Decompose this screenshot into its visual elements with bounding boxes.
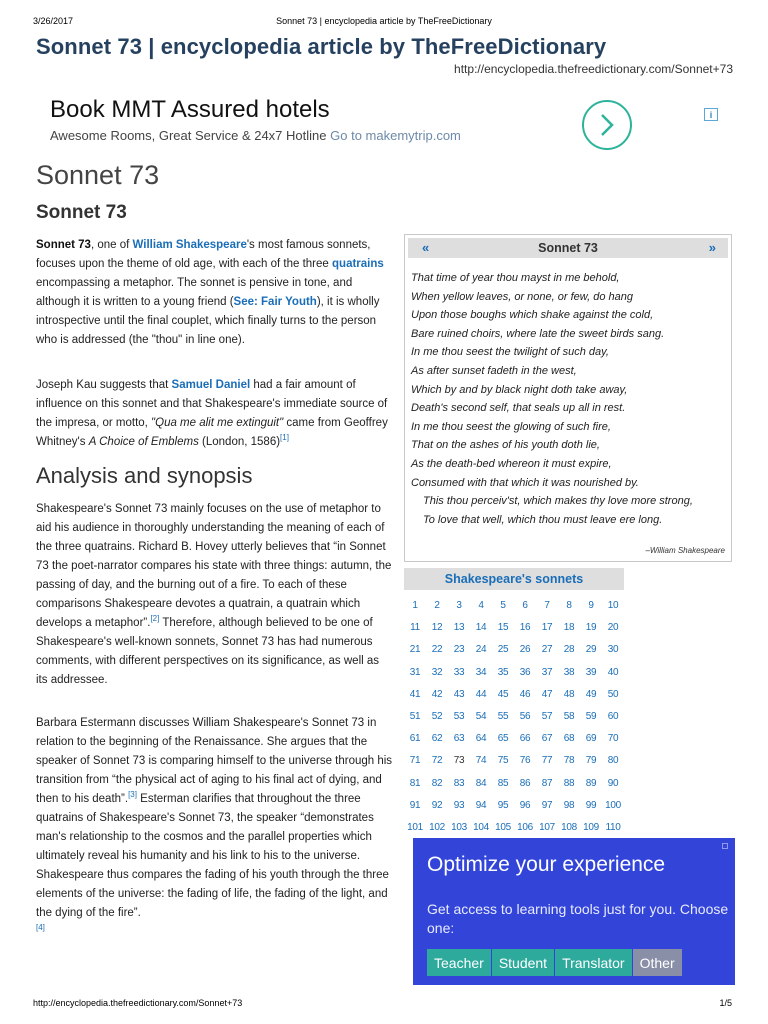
hovey-text-1: Shakespeare's Sonnet 73 mainly focuses on the use of metaphor to aid his audience in thoroughly understanding the meaning of each of the three quatrains. Richard B. Hovey utterly believes that “in Sonnet 73 the poet-narrator compares his state with three things: autumn, the passing of day, and the burning out of a fire. To each of these comparisons Shakespeare devotes a quatrain, a quatrain which develops a metaphor”. xyxy=(36,503,392,629)
sonnet-number-link[interactable]: 57 xyxy=(541,710,553,722)
poem-line: When yellow leaves, or none, or few, do hang xyxy=(411,290,633,303)
sonnet-number-link[interactable]: 79 xyxy=(585,755,597,767)
sonnet-number-link[interactable]: 23 xyxy=(453,644,465,656)
sonnet-number-link[interactable]: 39 xyxy=(585,666,597,678)
print-header xyxy=(33,16,735,30)
ad-link[interactable]: Go to makemytrip.com xyxy=(330,128,461,143)
sonnet-number-link[interactable]: 2 xyxy=(434,600,440,611)
sonnet-number-grid xyxy=(404,598,624,835)
ad-title[interactable]: Book MMT Assured hotels xyxy=(50,96,330,123)
sonnet-number-link[interactable]: 53 xyxy=(453,710,465,722)
ad-description xyxy=(50,128,461,143)
print-title: Sonnet 73 | encyclopedia article by TheFreeDictionary xyxy=(276,16,492,26)
link-quatrains[interactable]: quatrains xyxy=(332,258,384,270)
sonnet-number-link[interactable]: 10 xyxy=(607,600,619,611)
sonnet-number-link[interactable]: 38 xyxy=(563,666,575,678)
intro-text-2: 's most famous sonnets, focuses upon the theme of old age, with each of the three xyxy=(36,239,371,270)
book-title: A Choice of Emblems xyxy=(88,436,199,448)
sonnet-number-link[interactable]: 51 xyxy=(409,710,421,722)
poem-line: In me thou seest the glowing of such fire, xyxy=(411,420,611,433)
sonnet-number-link[interactable]: 64 xyxy=(475,733,487,745)
poem-line: Death's second self, that seals up all in rest. xyxy=(411,402,626,415)
sonnet-number-link[interactable]: 34 xyxy=(475,666,487,678)
sonnet-number-link[interactable]: 19 xyxy=(585,622,597,634)
sonnet-number-link[interactable]: 93 xyxy=(453,799,465,811)
poem-header xyxy=(408,238,728,258)
sonnet-number-link[interactable]: 89 xyxy=(585,777,597,789)
poem-line: That on the ashes of his youth doth lie, xyxy=(411,439,600,452)
sonnet-number-link[interactable]: 61 xyxy=(409,733,421,745)
sonnet-number-link[interactable]: 67 xyxy=(541,733,553,745)
sonnet-number-link[interactable]: 59 xyxy=(585,710,597,722)
sonnet-number-link[interactable]: 52 xyxy=(431,710,443,722)
sonnet-number-link[interactable]: 92 xyxy=(431,799,443,811)
translator-button[interactable]: Translator xyxy=(555,949,633,976)
learning-tools-popup xyxy=(413,838,735,985)
sonnet-number-link[interactable]: 101 xyxy=(407,821,423,833)
sonnet-number-link[interactable]: 41 xyxy=(409,688,421,700)
sonnet-number-link[interactable]: 76 xyxy=(519,755,531,767)
poem-line: Upon those boughs which shake against the cold, xyxy=(411,309,654,322)
reference-3[interactable]: [3] xyxy=(128,790,137,800)
sonnet-number-link[interactable]: 47 xyxy=(541,688,553,700)
intro-text-1: , one of xyxy=(90,239,133,251)
sonnet-number-link[interactable]: 66 xyxy=(519,733,531,745)
sonnet-number-link[interactable]: 71 xyxy=(409,755,421,767)
sonnet-number-link[interactable]: 15 xyxy=(497,622,509,634)
kau-text-1: Joseph Kau suggests that xyxy=(36,379,172,391)
sonnet-number-link[interactable]: 95 xyxy=(497,799,509,811)
sonnet-number-link[interactable]: 44 xyxy=(475,688,487,700)
info-icon[interactable]: i xyxy=(704,108,718,121)
sonnet-number-link[interactable]: 49 xyxy=(585,688,597,700)
sonnet-number-link[interactable]: 85 xyxy=(497,777,509,789)
sonnet-number-link[interactable]: 86 xyxy=(519,777,531,789)
sonnet-number-link[interactable]: 74 xyxy=(475,755,487,767)
sonnet-number-link[interactable]: 107 xyxy=(539,821,555,833)
page-url: http://encyclopedia.thefreedictionary.com/Sonnet+73 xyxy=(454,62,733,76)
sonnet-number-link[interactable]: 91 xyxy=(409,799,421,811)
sonnet-number-link[interactable]: 88 xyxy=(563,777,575,789)
print-footer xyxy=(33,998,732,1010)
sonnet-number-link[interactable]: 33 xyxy=(453,666,465,678)
sonnet-number-link[interactable]: 37 xyxy=(541,666,553,678)
intro-paragraph xyxy=(36,236,393,350)
sonnet-number-link[interactable]: 8 xyxy=(566,600,572,611)
sonnet-number-link[interactable]: 106 xyxy=(517,821,533,833)
sonnet-number-link[interactable]: 96 xyxy=(519,799,531,811)
sonnet-number-link[interactable]: 4 xyxy=(478,600,484,611)
sonnet-number-link[interactable]: 58 xyxy=(563,710,575,722)
sonnet-number-link[interactable]: 31 xyxy=(409,666,421,678)
poem-line: That time of year thou mayst in me behold, xyxy=(411,272,620,284)
estermann-paragraph xyxy=(36,714,393,942)
section-heading-analysis: Analysis and synopsis xyxy=(36,463,253,488)
sonnet-number-link[interactable]: 77 xyxy=(541,755,553,767)
print-date: 3/26/2017 xyxy=(33,16,74,26)
sonnet-number-link[interactable]: 60 xyxy=(607,710,619,722)
sonnet-number-link[interactable]: 78 xyxy=(563,755,575,767)
sonnet-number-link[interactable]: 83 xyxy=(453,777,465,789)
sonnet-number-link[interactable]: 87 xyxy=(541,777,553,789)
sonnet-number-link[interactable]: 46 xyxy=(519,688,531,700)
link-fair-youth[interactable]: See: Fair Youth xyxy=(233,296,317,308)
sonnet-number-link[interactable]: 43 xyxy=(453,688,465,700)
sonnets-navigation xyxy=(404,568,624,840)
motto: "Qua me alit me extinguit" xyxy=(151,417,284,429)
poem-box xyxy=(404,234,732,562)
sonnet-number-link[interactable]: 90 xyxy=(607,777,619,789)
sonnet-number-link[interactable]: 40 xyxy=(607,666,619,678)
poem-line: Bare ruined choirs, where late the sweet birds sang. xyxy=(411,327,665,340)
poem-couplet-line: To love that well, which thou must leave ere long. xyxy=(423,513,663,526)
sonnet-number-link[interactable]: 63 xyxy=(453,733,465,745)
sonnet-number-link[interactable]: 75 xyxy=(497,755,509,767)
sonnet-number-link[interactable]: 14 xyxy=(475,622,487,634)
poem-title: Sonnet 73 xyxy=(538,241,598,255)
sonnet-number-link[interactable]: 24 xyxy=(475,644,487,656)
poem-line: In me thou seest the twilight of such day, xyxy=(411,346,609,359)
sonnet-number-link[interactable]: 65 xyxy=(497,733,509,745)
article-subheading: Sonnet 73 xyxy=(36,202,127,223)
sonnet-number-link[interactable]: 18 xyxy=(563,622,575,634)
sonnet-number-link[interactable]: 17 xyxy=(541,622,553,634)
sonnet-number-link[interactable]: 26 xyxy=(519,644,531,656)
popup-title: Optimize your experience xyxy=(427,853,666,876)
sonnet-number-link[interactable]: 3 xyxy=(456,600,462,611)
sonnet-number-link[interactable]: 84 xyxy=(475,777,487,789)
sonnet-number-link[interactable]: 62 xyxy=(431,733,443,745)
sonnet-number-link[interactable]: 27 xyxy=(541,644,553,656)
sonnet-number-link[interactable]: 16 xyxy=(519,622,531,634)
sonnet-number-link[interactable]: 5 xyxy=(500,600,506,611)
kau-text-2: had a fair amount of influence on this sonnet and that Shakespeare's immediate source of the impresa, or motto, xyxy=(36,379,388,429)
sonnet-number-link[interactable]: 6 xyxy=(522,600,528,611)
reference-2[interactable]: [2] xyxy=(150,614,160,624)
poem-line: As after sunset fadeth in the west, xyxy=(411,364,577,377)
poem-line: Which by and by black night doth take away, xyxy=(411,383,628,396)
sonnet-number-link[interactable]: 108 xyxy=(561,821,577,833)
sonnets-navigation-title[interactable]: Shakespeare's sonnets xyxy=(404,568,624,590)
poem-couplet-line: This thou perceiv'st, which makes thy love more strong, xyxy=(423,495,693,508)
page-title: Sonnet 73 | encyclopedia article by TheFreeDictionary xyxy=(36,34,607,59)
sonnet-number-link[interactable]: 45 xyxy=(497,688,509,700)
close-icon[interactable] xyxy=(722,843,728,849)
sonnet-number-link[interactable]: 80 xyxy=(607,755,619,767)
link-william-shakespeare[interactable]: William Shakespeare xyxy=(132,239,247,251)
previous-sonnet-link[interactable]: « xyxy=(422,240,430,255)
hovey-text-2: Therefore, although believed to be one of Shakespeare's well-known sonnets, Sonnet 73 has had numerous comments, with different perspectives on its significance, as well as its addressee. xyxy=(36,617,380,686)
intro-text-3: encompassing a metaphor. The sonnet is pensive in tone, and although it is written to a young friend ( xyxy=(36,277,353,308)
sonnet-number-link[interactable]: 94 xyxy=(475,799,487,811)
sonnet-number-link[interactable]: 81 xyxy=(409,777,421,789)
chevron-right-icon[interactable] xyxy=(582,100,632,150)
sonnet-number-link[interactable]: 48 xyxy=(563,688,575,700)
sonnet-number-link[interactable]: 12 xyxy=(431,622,443,634)
next-sonnet-link[interactable]: » xyxy=(708,240,716,255)
kau-text-3: came from Geoffrey Whitney's xyxy=(36,417,388,448)
sonnet-number-link[interactable]: 54 xyxy=(475,710,487,722)
sonnet-number-link[interactable]: 30 xyxy=(607,644,619,656)
sonnet-number-link[interactable]: 28 xyxy=(563,644,575,656)
poem-author: –William Shakespeare xyxy=(645,546,725,555)
sonnet-number-link[interactable]: 72 xyxy=(431,755,443,767)
sonnet-number-link[interactable]: 110 xyxy=(605,821,621,833)
popup-buttons xyxy=(427,949,683,976)
sonnet-number-link[interactable]: 21 xyxy=(409,644,421,656)
sonnet-number-link[interactable]: 98 xyxy=(563,799,575,811)
sonnet-number-link[interactable]: 103 xyxy=(451,821,467,833)
sonnet-number-link[interactable]: 73 xyxy=(453,755,465,767)
sonnet-number-link[interactable]: 68 xyxy=(563,733,575,745)
sonnet-number-link[interactable]: 82 xyxy=(431,777,443,789)
ad-description-text: Awesome Rooms, Great Service & 24x7 Hotline xyxy=(50,128,327,143)
kau-paragraph xyxy=(36,376,393,452)
article-heading: Sonnet 73 xyxy=(36,160,160,190)
sonnet-number-link[interactable]: 56 xyxy=(519,710,531,722)
footer-url: http://encyclopedia.thefreedictionary.com/Sonnet+73 xyxy=(33,998,243,1008)
poem-lines xyxy=(411,269,727,529)
sonnet-number-link[interactable]: 69 xyxy=(585,733,597,745)
other-button[interactable]: Other xyxy=(633,949,683,976)
reference-4[interactable]: [4] xyxy=(36,923,45,933)
hovey-paragraph xyxy=(36,500,393,690)
sonnet-number-link[interactable]: 13 xyxy=(453,622,465,634)
advertisement[interactable] xyxy=(36,94,731,154)
sonnet-number-link[interactable]: 99 xyxy=(585,799,597,811)
student-button[interactable]: Student xyxy=(492,949,555,976)
estermann-text-1: Barbara Estermann discusses William Shakespeare's Sonnet 73 in relation to the beginning of the Renaissance. She argues that the speaker of Sonnet 73 is comparing himself to the universe through his transition from “the physical act of aging to his final act of dying, and then to his death”. xyxy=(36,717,393,805)
sonnet-number-link[interactable]: 25 xyxy=(497,644,509,656)
sonnet-number-link[interactable]: 97 xyxy=(541,799,553,811)
poem-line: As the death-bed whereon it must expire, xyxy=(411,457,612,470)
poem-line: Consumed with that which it was nourished by. xyxy=(411,476,639,489)
sonnet-number-link[interactable]: 102 xyxy=(429,821,445,833)
link-samuel-daniel[interactable]: Samuel Daniel xyxy=(171,379,251,391)
sonnet-number-link[interactable]: 104 xyxy=(473,821,489,833)
estermann-text-2: Esterman clarifies that throughout the three quatrains of Shakespeare's Sonnet 73, the speaker “demonstrates man's relationship to the cosmos and the parallel properties which ultimately reveal his humanity and his link to his to the universe. Shakespeare thus compares the fading of his youth through the three elements of the universe: the fading of life, the fading of the light, and the dying of the fire”. xyxy=(36,793,389,919)
intro-bold-title: Sonnet 73 xyxy=(36,239,91,251)
sonnet-number-link[interactable]: 35 xyxy=(497,666,509,678)
intro-text-4: ), it is wholly introspective until the final couplet, which finally turns to the person who is addressed (the "thou" in line one). xyxy=(36,296,380,346)
sonnet-number-link[interactable]: 70 xyxy=(607,733,619,745)
sonnet-number-link[interactable]: 9 xyxy=(588,600,594,611)
sonnet-number-link[interactable]: 29 xyxy=(585,644,597,656)
sonnet-number-link[interactable]: 32 xyxy=(431,666,443,678)
sonnet-number-link[interactable]: 22 xyxy=(431,644,443,656)
sonnet-number-link[interactable]: 1 xyxy=(412,600,418,611)
sonnet-number-link[interactable]: 105 xyxy=(495,821,511,833)
sonnet-number-link[interactable]: 20 xyxy=(607,622,619,634)
kau-text-4: (London, 1586) xyxy=(198,436,281,448)
teacher-button[interactable]: Teacher xyxy=(427,949,492,976)
sonnet-number-link[interactable]: 7 xyxy=(544,600,550,611)
sonnet-number-link[interactable]: 55 xyxy=(497,710,509,722)
sonnet-number-link[interactable]: 36 xyxy=(519,666,531,678)
sonnet-number-link[interactable]: 100 xyxy=(605,799,621,811)
popup-description: Get access to learning tools just for you. Choose one: xyxy=(427,901,729,936)
reference-1[interactable]: [1] xyxy=(280,433,289,443)
sonnet-number-link[interactable]: 11 xyxy=(410,622,420,634)
sonnet-number-link[interactable]: 109 xyxy=(583,821,599,833)
sonnet-number-link[interactable]: 42 xyxy=(431,688,443,700)
page-number: 1/5 xyxy=(719,998,732,1008)
sonnet-number-link[interactable]: 50 xyxy=(607,688,619,700)
